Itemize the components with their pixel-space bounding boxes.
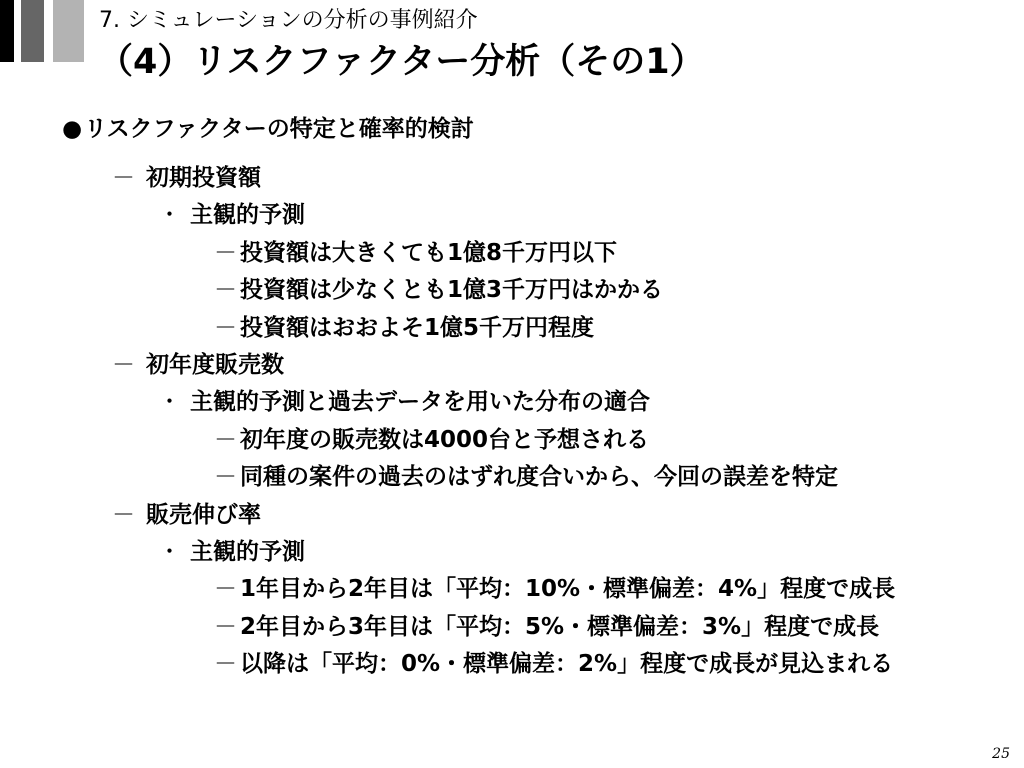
list-item [0, 567, 1024, 604]
list-item-text: 1年目から2年目は「平均：10%・標準偏差：4%」程度で成長 [240, 576, 896, 603]
list-item-text: 初年度の販売数は4000台と予想される [240, 426, 650, 453]
accent-bar-mid [21, 0, 44, 62]
list-item-text: 投資額は少なくとも1億3千万円はかかる [240, 277, 664, 304]
list-item [0, 455, 1024, 492]
slide-subtitle: 7. シミュレーションの分析の事例紹介 [99, 8, 478, 33]
list-item-text: 投資額は大きくても1億8千万円以下 [240, 239, 618, 266]
list-item [0, 418, 1024, 455]
section-heading [62, 110, 474, 143]
dash-marker: － [214, 464, 237, 491]
list-item-text: 販売伸び率 [146, 501, 261, 528]
bullet-icon: ● [62, 116, 83, 142]
dash-marker: － [112, 165, 135, 191]
accent-bar-dark [0, 0, 14, 62]
dash-marker: － [214, 277, 237, 304]
list-item-text: 主観的予測 [190, 538, 305, 565]
list-item [0, 156, 1024, 193]
page-number: 25 [992, 746, 1010, 762]
list-item-text: 初期投資額 [146, 165, 261, 191]
list-item [0, 493, 1024, 530]
list-item [0, 268, 1024, 305]
list-item-text: 以降は「平均：0%・標準偏差：2%」程度で成長が見込まれる [240, 651, 894, 678]
dash-marker: － [214, 314, 237, 341]
list-item-text: 初年度販売数 [146, 351, 284, 378]
accent-bar-light [53, 0, 84, 62]
dash-marker: － [214, 239, 237, 266]
list-item-text: 主観的予測 [190, 202, 305, 229]
dash-marker: － [214, 613, 237, 640]
list-item-text: 同種の案件の過去のはずれ度合いから、今回の誤差を特定 [240, 464, 838, 491]
list-item [0, 193, 1024, 230]
slide-title: （4）リスクファクター分析（その1） [98, 42, 705, 82]
dash-marker: － [214, 651, 237, 678]
list-item [0, 642, 1024, 679]
dash-marker: － [112, 501, 135, 528]
dash-marker: － [112, 351, 135, 378]
list-item-text: 投資額はおおよそ1億5千万円程度 [240, 314, 595, 341]
bullet-list [0, 156, 1024, 679]
dot-marker: ・ [158, 538, 181, 565]
dash-marker: － [214, 426, 237, 453]
list-item [0, 343, 1024, 380]
dot-marker: ・ [158, 389, 181, 416]
list-item [0, 380, 1024, 417]
list-item-text: 主観的予測と過去データを用いた分布の適合 [190, 389, 650, 416]
list-item [0, 605, 1024, 642]
dot-marker: ・ [158, 202, 181, 229]
list-item-text: 2年目から3年目は「平均：5%・標準偏差：3%」程度で成長 [240, 613, 880, 640]
list-item [0, 306, 1024, 343]
section-heading-text: リスクファクターの特定と確率的検討 [84, 116, 474, 142]
list-item [0, 231, 1024, 268]
dash-marker: － [214, 576, 237, 603]
list-item [0, 530, 1024, 567]
